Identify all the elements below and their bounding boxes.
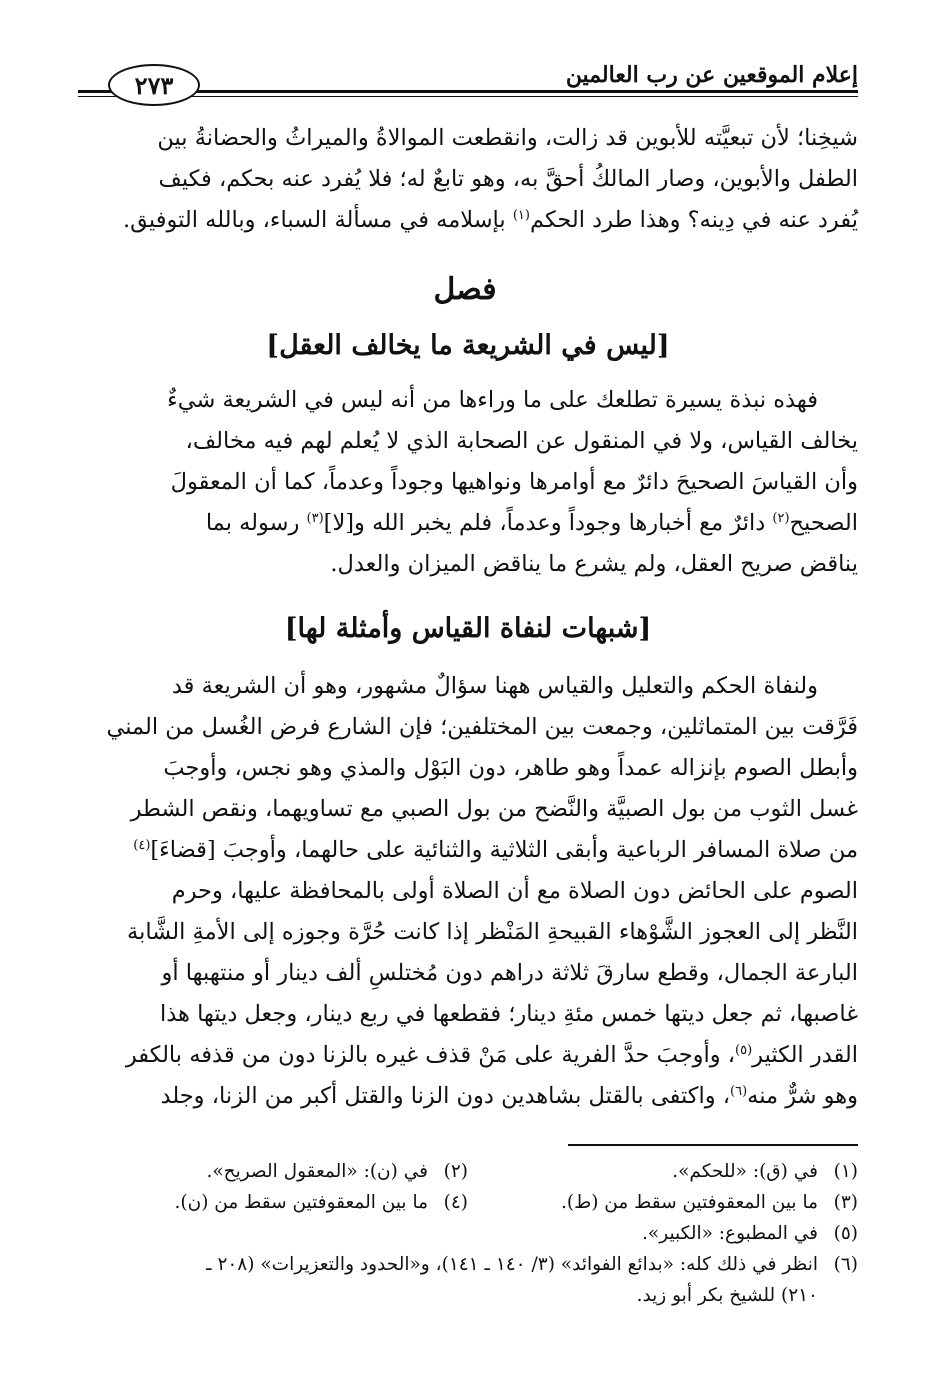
footnote-4: (٤) ما بين المعقوفتين سقط من (ن). — [174, 1192, 468, 1213]
text-line: القدر الكثير$^{(٥)}$، وأوجبَ حدَّ الفرية على مَنْ قذف غيره بالزنا دون من قذفه بالكفر — [125, 1042, 858, 1068]
text-line: شيخِنا؛ لأن تبعيَّته للأبوين قد زالت، وانقطعت الموالاةُ والميراثُ والحضانةُ بين — [157, 125, 858, 151]
footnote-ref-4: (٤) — [133, 838, 151, 853]
intro-paragraph — [78, 118, 858, 241]
section-title: فصل — [433, 272, 497, 307]
footnote-ref-2: (٢) — [772, 511, 790, 526]
text-line: يناقض صريح العقل، ولم يشرع ما يناقض الميزان والعدل. — [330, 551, 858, 577]
text-line: يخالف القياس، ولا في المنقول عن الصحابة الذي لا يُعلم لهم فيه مخالف، — [185, 428, 858, 454]
footnote-row — [78, 1156, 858, 1187]
section-heading-2: [شبهات لنفاة القياس وأمثلة لها] — [284, 613, 652, 644]
text-line: وأبطل الصوم بإنزاله عمداً وهو طاهر، دون البَوْل والمذي وهو نجس، وأوجبَ — [163, 755, 858, 781]
text-line: الصوم على الحائض دون الصلاة مع أن الصلاة أولى بالمحافظة عليها، وحرم — [171, 878, 858, 904]
footnote-ref-6: (٦) — [730, 1084, 748, 1099]
footnote-ref-1: (١) — [512, 208, 530, 223]
text-line: الصحيح$^{(٢)}$ دائرٌ مع أخبارها وجوداً وعدماً، فلم يخبر الله و[لا]$^{(٣)}$ رسوله بما — [205, 510, 858, 536]
paragraph-1 — [78, 380, 858, 585]
text-line: النَّظر إلى العجوز الشَّوْهاء القبيحةِ المَنْظر إذا كانت حُرَّة وجوزه إلى الأمةِ الشَّابة — [127, 919, 858, 945]
footnote-3: (٣) ما بين المعقوفتين سقط من (ط). — [560, 1192, 858, 1213]
text-line: غاصبها، ثم جعل ديتها خمس مئةِ دينار؛ فقطعها في ربع دينار، وجعل ديتها هذا — [159, 1001, 858, 1027]
footnote-6: (٦) انظر في ذلك كله: «بدائع الفوائد» (٣/ ١٤٠ ـ ١٤١)، و«الحدود والتعزيرات» (٢٠٨ ـ ٢١٠) للشيخ بكر أبو زيد. — [206, 1254, 858, 1306]
text-line: ولنفاة الحكم والتعليل والقياس ههنا سؤالٌ مشهور، وهو أن الشريعة قد — [171, 673, 818, 699]
footnote-separator — [568, 1144, 858, 1146]
text-line: الطفل والأبوين، وصار المالكُ أحقَّ به، وهو تابعٌ له؛ فلا يُفرد عنه بحكم، فكيف — [158, 166, 858, 192]
page-number: ٢٧٣ — [108, 64, 200, 106]
header-rule-thin — [78, 96, 858, 97]
footnote-row — [78, 1187, 858, 1218]
footnote-2: (٢) في (ن): «المعقول الصريح». — [206, 1161, 468, 1182]
footnote-ref-3: (٣) — [306, 511, 324, 526]
running-header-title: إعلام الموقعين عن رب العالمين — [565, 62, 858, 88]
text-line: غسل الثوب من بول الصبيَّة والنَّضح من بول الصبي مع تساويهما، ونقص الشطر — [130, 796, 858, 822]
text-line: يُفرد عنه في دِينه؟ وهذا طرد الحكم$^{(١)}$ بإسلامه في مسألة السباء، وبالله التوفيق. — [123, 207, 858, 233]
section-heading-1: [ليس في الشريعة ما يخالف العقل] — [266, 330, 670, 361]
footnote-5: (٥) في المطبوع: «الكبير». — [642, 1223, 858, 1244]
text-line: وأن القياسَ الصحيحَ دائرٌ مع أوامرها ونواهيها وجوداً وعدماً، كما أن المعقولَ — [170, 469, 858, 495]
footnote-ref-5: (٥) — [735, 1043, 753, 1058]
paragraph-2 — [78, 666, 858, 1117]
text-line: البارعة الجمال، وقطع سارقَ ثلاثة دراهم دون مُختلسِ ألف دينار أو منتهبها أو — [161, 960, 858, 986]
text-line: فهذه نبذة يسيرة تطلعك على ما وراءها من أنه ليس في الشريعة شيءٌ — [167, 387, 818, 413]
text-line: فَرَّقت بين المتماثلين، وجمعت بين المختلفين؛ فإن الشارع فرض الغُسل من المني — [106, 714, 858, 740]
footnotes — [78, 1156, 858, 1311]
text-line: وهو شرٌّ منه$^{(٦)}$، واكتفى بالقتل بشاهدين دون الزنا والقتل أكبر من الزنا، وجلد — [160, 1083, 858, 1109]
text-line: من صلاة المسافر الرباعية وأبقى الثلاثية والثنائية على حالهما، وأوجبَ [قضاءَ]$^{(٤)}$ — [133, 837, 858, 863]
footnote-1: (١) في (ق): «للحكم». — [672, 1161, 858, 1182]
